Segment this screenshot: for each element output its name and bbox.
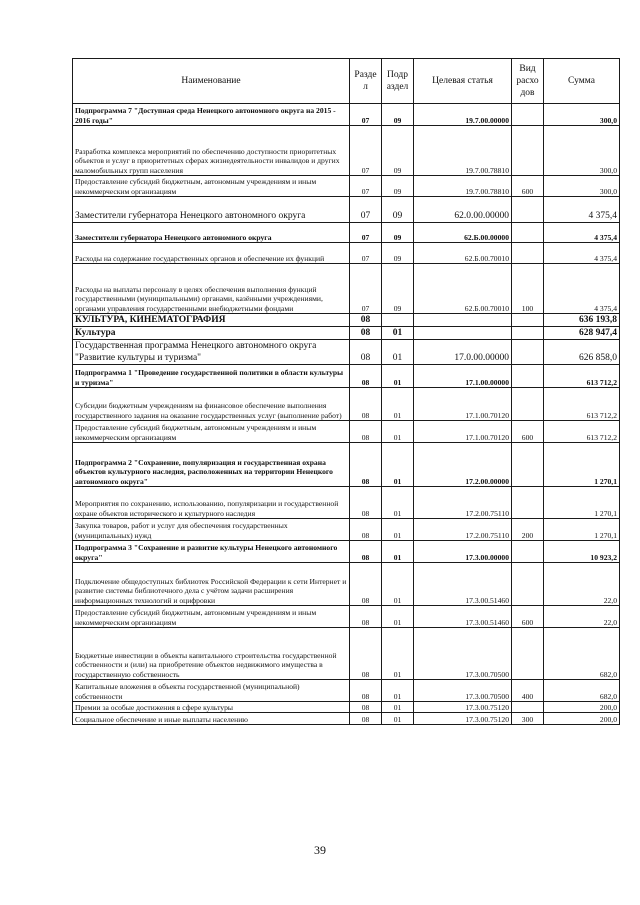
cell-podrazdel: 01 bbox=[382, 487, 414, 519]
cell-name: Подпрограмма 3 "Сохранение и развитие культуры Ненецкого автономного округа" bbox=[73, 541, 350, 563]
table-row bbox=[73, 197, 620, 223]
cell-target: 17.2.00.75110 bbox=[414, 519, 512, 541]
cell-razdel: 08 bbox=[350, 680, 382, 702]
cell-target: 17.3.00.75120 bbox=[414, 713, 512, 725]
cell-podrazdel: 09 bbox=[382, 126, 414, 176]
cell-razdel: 08 bbox=[350, 487, 382, 519]
cell-razdel: 08 bbox=[350, 702, 382, 713]
cell-target: 17.1.00.70120 bbox=[414, 421, 512, 443]
cell-podrazdel: 01 bbox=[382, 606, 414, 628]
cell-name: КУЛЬТУРА, КИНЕМАТОГРАФИЯ bbox=[73, 314, 350, 327]
table-row bbox=[73, 327, 620, 340]
cell-vid bbox=[512, 104, 544, 126]
cell-vid bbox=[512, 487, 544, 519]
cell-name: Подпрограмма 1 "Проведение государственной политики в области культуры и туризма" bbox=[73, 365, 350, 388]
table-row bbox=[73, 126, 620, 176]
table-row bbox=[73, 223, 620, 243]
cell-podrazdel: 01 bbox=[382, 443, 414, 487]
cell-podrazdel: 01 bbox=[382, 628, 414, 680]
table-row bbox=[73, 680, 620, 702]
table-row bbox=[73, 713, 620, 725]
cell-podrazdel: 01 bbox=[382, 519, 414, 541]
cell-podrazdel: 01 bbox=[382, 388, 414, 421]
cell-target: 17.3.00.75120 bbox=[414, 702, 512, 713]
cell-sum: 626 858,0 bbox=[544, 340, 620, 365]
cell-target: 17.3.00.00000 bbox=[414, 541, 512, 563]
table-header-row bbox=[73, 59, 620, 104]
cell-target: 17.1.00.70120 bbox=[414, 388, 512, 421]
cell-vid bbox=[512, 314, 544, 327]
table-row bbox=[73, 243, 620, 264]
cell-target bbox=[414, 327, 512, 340]
cell-sum: 1 270,1 bbox=[544, 443, 620, 487]
cell-name: Предоставление субсидий бюджетным, автономным учреждениям и иным некоммерческим организациям bbox=[73, 176, 350, 197]
cell-target: 17.1.00.00000 bbox=[414, 365, 512, 388]
cell-name: Культура bbox=[73, 327, 350, 340]
cell-vid bbox=[512, 340, 544, 365]
cell-razdel: 08 bbox=[350, 388, 382, 421]
table-row bbox=[73, 176, 620, 197]
cell-podrazdel: 01 bbox=[382, 563, 414, 606]
table-row bbox=[73, 421, 620, 443]
cell-name: Бюджетные инвестиции в объекты капитального строительства государственной собственности и (или) на приобретение объектов недвижимого имущества в государственную собственность bbox=[73, 628, 350, 680]
cell-sum: 10 923,2 bbox=[544, 541, 620, 563]
cell-sum: 1 270,1 bbox=[544, 519, 620, 541]
cell-vid bbox=[512, 563, 544, 606]
cell-razdel: 08 bbox=[350, 314, 382, 327]
table-row bbox=[73, 563, 620, 606]
cell-razdel: 08 bbox=[350, 606, 382, 628]
cell-podrazdel: 01 bbox=[382, 327, 414, 340]
cell-razdel: 08 bbox=[350, 340, 382, 365]
table-row bbox=[73, 487, 620, 519]
cell-razdel: 08 bbox=[350, 628, 382, 680]
cell-razdel: 07 bbox=[350, 223, 382, 243]
cell-podrazdel: 09 bbox=[382, 264, 414, 314]
cell-sum: 22,0 bbox=[544, 563, 620, 606]
cell-vid bbox=[512, 702, 544, 713]
cell-vid bbox=[512, 541, 544, 563]
cell-sum: 4 375,4 bbox=[544, 223, 620, 243]
page-number: 39 bbox=[314, 843, 326, 857]
table-row bbox=[73, 388, 620, 421]
cell-podrazdel: 01 bbox=[382, 421, 414, 443]
cell-target: 62.Б.00.00000 bbox=[414, 223, 512, 243]
cell-name: Социальное обеспечение и иные выплаты населению bbox=[73, 713, 350, 725]
cell-podrazdel bbox=[382, 314, 414, 327]
table-row bbox=[73, 104, 620, 126]
cell-podrazdel: 09 bbox=[382, 176, 414, 197]
table-row bbox=[73, 264, 620, 314]
cell-target: 17.2.00.00000 bbox=[414, 443, 512, 487]
cell-name: Государственная программа Ненецкого автономного округа "Развитие культуры и туризма" bbox=[73, 340, 350, 365]
cell-sum: 613 712,2 bbox=[544, 388, 620, 421]
cell-target: 19.7.00.78810 bbox=[414, 176, 512, 197]
cell-razdel: 08 bbox=[350, 519, 382, 541]
cell-target bbox=[414, 314, 512, 327]
cell-vid: 200 bbox=[512, 519, 544, 541]
cell-podrazdel: 01 bbox=[382, 541, 414, 563]
cell-razdel: 08 bbox=[350, 365, 382, 388]
cell-razdel: 08 bbox=[350, 541, 382, 563]
table-row bbox=[73, 519, 620, 541]
table-row bbox=[73, 702, 620, 713]
header-podrazdel: Подр аздел bbox=[382, 59, 414, 104]
table-row bbox=[73, 541, 620, 563]
cell-sum: 22,0 bbox=[544, 606, 620, 628]
cell-sum: 300,0 bbox=[544, 126, 620, 176]
header-name: Наименование bbox=[73, 59, 350, 104]
cell-sum: 682,0 bbox=[544, 628, 620, 680]
cell-sum: 200,0 bbox=[544, 713, 620, 725]
cell-sum: 613 712,2 bbox=[544, 365, 620, 388]
cell-vid bbox=[512, 388, 544, 421]
cell-target: 62.0.00.00000 bbox=[414, 197, 512, 223]
cell-vid bbox=[512, 126, 544, 176]
cell-name: Предоставление субсидий бюджетным, автономным учреждениям и иным некоммерческим организациям bbox=[73, 421, 350, 443]
cell-razdel: 08 bbox=[350, 327, 382, 340]
cell-name: Мероприятия по сохранению, использованию, популяризации и государственной охране объектов исторического и культурного наследия bbox=[73, 487, 350, 519]
table-row bbox=[73, 314, 620, 327]
table-row bbox=[73, 340, 620, 365]
cell-vid bbox=[512, 223, 544, 243]
cell-target: 17.3.00.51460 bbox=[414, 563, 512, 606]
cell-target: 17.3.00.51460 bbox=[414, 606, 512, 628]
cell-name: Разработка комплекса мероприятий по обеспечению доступности приоритетных объектов и услуг в приоритетных сферах жизнедеятельности инвалидов и других маломобильных групп населения bbox=[73, 126, 350, 176]
cell-name: Подпрограмма 7 "Доступная среда Ненецкого автономного округа на 2015 - 2016 годы" bbox=[73, 104, 350, 126]
cell-podrazdel: 01 bbox=[382, 340, 414, 365]
table-row bbox=[73, 628, 620, 680]
cell-razdel: 08 bbox=[350, 421, 382, 443]
cell-podrazdel: 09 bbox=[382, 197, 414, 223]
budget-table bbox=[72, 58, 620, 725]
cell-sum: 4 375,4 bbox=[544, 197, 620, 223]
cell-target: 62.Б.00.70010 bbox=[414, 264, 512, 314]
header-razdel: Разде л bbox=[350, 59, 382, 104]
cell-target: 17.3.00.70500 bbox=[414, 680, 512, 702]
cell-vid bbox=[512, 628, 544, 680]
cell-name: Заместители губернатора Ненецкого автономного округа bbox=[73, 223, 350, 243]
cell-name: Предоставление субсидий бюджетным, автономным учреждениям и иным некоммерческим организациям bbox=[73, 606, 350, 628]
cell-name: Подключение общедоступных библиотек Российской Федерации к сети Интернет и развитие системы библиотечного дела с учётом задачи расширения информационных технологий и оцифровки bbox=[73, 563, 350, 606]
cell-podrazdel: 09 bbox=[382, 223, 414, 243]
cell-vid: 600 bbox=[512, 421, 544, 443]
cell-vid: 100 bbox=[512, 264, 544, 314]
cell-vid bbox=[512, 243, 544, 264]
cell-razdel: 08 bbox=[350, 443, 382, 487]
cell-vid: 600 bbox=[512, 176, 544, 197]
cell-sum: 4 375,4 bbox=[544, 264, 620, 314]
cell-sum: 636 193,8 bbox=[544, 314, 620, 327]
cell-sum: 200,0 bbox=[544, 702, 620, 713]
cell-name: Расходы на содержание государственных органов и обеспечение их функций bbox=[73, 243, 350, 264]
cell-razdel: 07 bbox=[350, 104, 382, 126]
cell-vid: 600 bbox=[512, 606, 544, 628]
cell-name: Субсидии бюджетным учреждениям на финансовое обеспечение выполнения государственного задания на оказание государственных услуг (выполнение работ) bbox=[73, 388, 350, 421]
header-target: Целевая статья bbox=[414, 59, 512, 104]
cell-sum: 4 375,4 bbox=[544, 243, 620, 264]
cell-podrazdel: 09 bbox=[382, 243, 414, 264]
table-row bbox=[73, 365, 620, 388]
cell-vid bbox=[512, 365, 544, 388]
cell-target: 19.7.00.00000 bbox=[414, 104, 512, 126]
cell-podrazdel: 09 bbox=[382, 104, 414, 126]
table-row bbox=[73, 606, 620, 628]
cell-vid: 300 bbox=[512, 713, 544, 725]
cell-sum: 300,0 bbox=[544, 104, 620, 126]
cell-podrazdel: 01 bbox=[382, 365, 414, 388]
cell-razdel: 07 bbox=[350, 176, 382, 197]
cell-sum: 613 712,2 bbox=[544, 421, 620, 443]
cell-razdel: 07 bbox=[350, 126, 382, 176]
cell-sum: 1 270,1 bbox=[544, 487, 620, 519]
cell-podrazdel: 01 bbox=[382, 680, 414, 702]
cell-razdel: 07 bbox=[350, 264, 382, 314]
cell-name: Расходы на выплаты персоналу в целях обеспечения выполнения функций государственными (муниципальными) органами, казёнными учреждениями, органами управления государственными внебюджетными фондами bbox=[73, 264, 350, 314]
header-vid: Вид расхо дов bbox=[512, 59, 544, 104]
cell-name: Премии за особые достижения в сфере культуры bbox=[73, 702, 350, 713]
cell-sum: 300,0 bbox=[544, 176, 620, 197]
table-row bbox=[73, 443, 620, 487]
cell-target: 17.3.00.70500 bbox=[414, 628, 512, 680]
cell-vid: 400 bbox=[512, 680, 544, 702]
cell-razdel: 08 bbox=[350, 713, 382, 725]
cell-podrazdel: 01 bbox=[382, 713, 414, 725]
cell-podrazdel: 01 bbox=[382, 702, 414, 713]
cell-target: 17.2.00.75110 bbox=[414, 487, 512, 519]
cell-vid bbox=[512, 327, 544, 340]
cell-razdel: 08 bbox=[350, 563, 382, 606]
cell-vid bbox=[512, 197, 544, 223]
header-sum: Сумма bbox=[544, 59, 620, 104]
cell-target: 19.7.00.78810 bbox=[414, 126, 512, 176]
cell-razdel: 07 bbox=[350, 243, 382, 264]
cell-vid bbox=[512, 443, 544, 487]
cell-sum: 682,0 bbox=[544, 680, 620, 702]
cell-name: Подпрограмма 2 "Сохранение, популяризация и государственная охрана объектов культурного наследия, расположенных на территории Ненецкого автономного округа" bbox=[73, 443, 350, 487]
cell-name: Закупка товаров, работ и услуг для обеспечения государственных (муниципальных) нужд bbox=[73, 519, 350, 541]
cell-target: 62.Б.00.70010 bbox=[414, 243, 512, 264]
cell-name: Капитальные вложения в объекты государственной (муниципальной) собственности bbox=[73, 680, 350, 702]
cell-name: Заместители губернатора Ненецкого автономного округа bbox=[73, 197, 350, 223]
cell-razdel: 07 bbox=[350, 197, 382, 223]
cell-target: 17.0.00.00000 bbox=[414, 340, 512, 365]
cell-sum: 628 947,4 bbox=[544, 327, 620, 340]
